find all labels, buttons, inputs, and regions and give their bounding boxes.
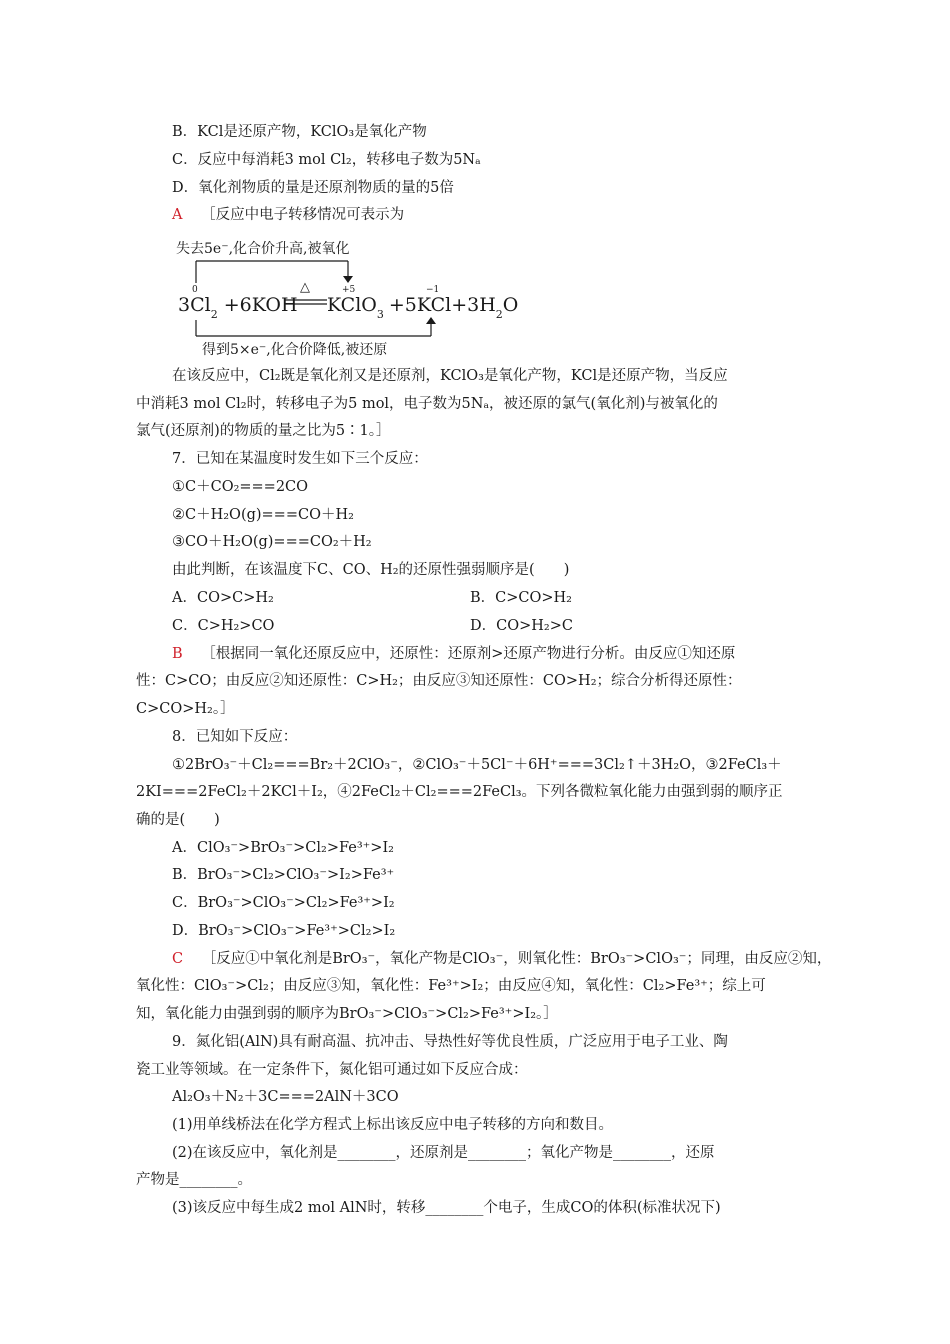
q7-explanation-line-2: 性：C>CO；由反应②知还原性：C>H₂；由反应③知还原性：CO>H₂；综合分析得还原性：	[136, 673, 742, 689]
q7-question: 由此判断，在该温度下C、CO、H₂的还原性强弱顺序是( )	[172, 562, 570, 578]
ox-number-plus5: +5	[342, 285, 356, 295]
q8-explanation-line-1: ［反应①中氧化剂是BrO₃⁻，氧化产物是ClO₃⁻，则氧化性：BrO₃⁻>ClO₃⁻；同理，由反应②知，	[201, 951, 832, 967]
q8-explanation-line-2: 氧化性：ClO₃⁻>Cl₂；由反应③知，氧化性：Fe³⁺>I₂；由反应④知，氧化性：Cl₂>Fe³⁺；综上可	[136, 978, 766, 994]
q8-option-c: C．BrO₃⁻>ClO₃⁻>Cl₂>Fe³⁺>I₂	[172, 895, 395, 911]
q6-answer-letter: A	[172, 207, 183, 223]
q6-explanation-line-2: 中消耗3 mol Cl₂时，转移电子为5 mol，电子数为5Nₐ，被还原的氯气(氧化剂)与被氧化的	[136, 396, 718, 412]
q9-equation: Al₂O₃＋N₂＋3C===2AlN＋3CO	[172, 1089, 399, 1105]
q6-answer	[172, 205, 404, 225]
q8-reactions-line-1: ①2BrO₃⁻＋Cl₂===Br₂＋2ClO₃⁻，②ClO₃⁻＋5Cl⁻＋6H⁺===3Cl₂↑＋3H₂O，③2FeCl₃＋	[172, 757, 782, 773]
q9-stem-line-2: 瓷工业等领域。在一定条件下，氮化铝可通过如下反应合成：	[136, 1062, 528, 1078]
q6-option-d: D．氧化剂物质的量是还原剂物质的量的5倍	[172, 180, 454, 196]
q6-explanation-line-3: 氯气(还原剂)的物质的量之比为5∶1。］	[136, 423, 391, 439]
q8-option-b: B．BrO₃⁻>Cl₂>ClO₃⁻>I₂>Fe³⁺	[172, 867, 395, 883]
delta-sign: △	[300, 280, 310, 295]
q7-reaction-3: ③CO＋H₂O(g)===CO₂＋H₂	[172, 534, 372, 550]
q7-reaction-1: ①C＋CO₂===2CO	[172, 479, 309, 495]
q7-option-c: C．C>H₂>CO	[172, 618, 275, 634]
reaction-equation: $3Cl_2 +6KOH$	[178, 294, 298, 321]
q8-reactions-line-2: 2KI===2FeCl₂＋2KCl＋I₂，④2FeCl₂＋Cl₂===2FeCl₃。下列各微粒氧化能力由强到弱的顺序正	[136, 784, 783, 800]
q9-part-2-line-2: 产物是________。	[136, 1172, 252, 1188]
q6-option-c: C．反应中每消耗3 mol Cl₂，转移电子数为5Nₐ	[172, 152, 481, 168]
q8-answer-letter: C	[172, 951, 184, 967]
q8-option-d: D．BrO₃⁻>ClO₃⁻>Fe³⁺>Cl₂>I₂	[172, 923, 396, 939]
q7-reaction-2: ②C＋H₂O(g)===CO＋H₂	[172, 507, 354, 523]
bottom-arrow-head	[426, 317, 436, 324]
q7-answer-letter: B	[172, 646, 183, 662]
q7-option-d: D．CO>H₂>C	[470, 618, 573, 634]
q8-answer	[172, 949, 831, 969]
q8-reactions-line-3: 确的是( )	[136, 812, 220, 828]
q9-part-1: (1)用单线桥法在化学方程式上标出该反应中电子转移的方向和数目。	[172, 1117, 614, 1133]
q9-stem-line-1: 9．氮化铝(AlN)具有耐高温、抗冲击、导热性好等优良性质，广泛应用于电子工业、陶	[172, 1034, 728, 1050]
q6-explanation-line-1: 在该反应中，Cl₂既是氧化剂又是还原剂，KClO₃是氧化产物，KCl是还原产物，当反应	[172, 368, 728, 384]
q8-explanation-line-3: 知，氧化能力由强到弱的顺序为BrO₃⁻>ClO₃⁻>Cl₂>Fe³⁺>I₂。］	[136, 1006, 558, 1022]
q7-answer	[172, 644, 735, 664]
q7-option-a: A．CO>C>H₂	[172, 590, 274, 606]
diagram-top-label: 失去5e⁻,化合价升高,被氧化	[176, 241, 350, 257]
q9-part-3: (3)该反应中每生成2 mol AlN时，转移________个电子，生成CO的体积(标准状况下)	[172, 1200, 721, 1216]
top-arrow-head	[343, 276, 353, 283]
q6-option-b: B．KCl是还原产物，KClO₃是氧化产物	[172, 124, 427, 140]
electron-transfer-diagram	[172, 236, 532, 360]
q9-part-2-line-1: (2)在该反应中，氧化剂是________，还原剂是________；氧化产物是________，还原	[172, 1145, 715, 1161]
ox-number-0: 0	[192, 285, 198, 295]
q8-stem: 8．已知如下反应：	[172, 729, 298, 745]
diagram-bottom-label: 得到5×e⁻,化合价降低,被还原	[202, 342, 388, 358]
q7-option-b: B．C>CO>H₂	[470, 590, 572, 606]
ox-number-minus1: −1	[426, 285, 440, 295]
q8-option-a: A．ClO₃⁻>BrO₃⁻>Cl₂>Fe³⁺>I₂	[172, 840, 394, 856]
q7-stem: 7．已知在某温度时发生如下三个反应：	[172, 451, 428, 467]
q7-explanation-line-3: C>CO>H₂。］	[136, 701, 235, 717]
reaction-products: KClO$_3$ $+5KCl+3H_2O$	[327, 294, 519, 321]
q6-answer-intro: ［反应中电子转移情况可表示为	[201, 207, 405, 223]
q7-explanation-line-1: ［根据同一氧化还原反应中，还原性：还原剂>还原产物进行分析。由反应①知还原	[201, 646, 736, 662]
